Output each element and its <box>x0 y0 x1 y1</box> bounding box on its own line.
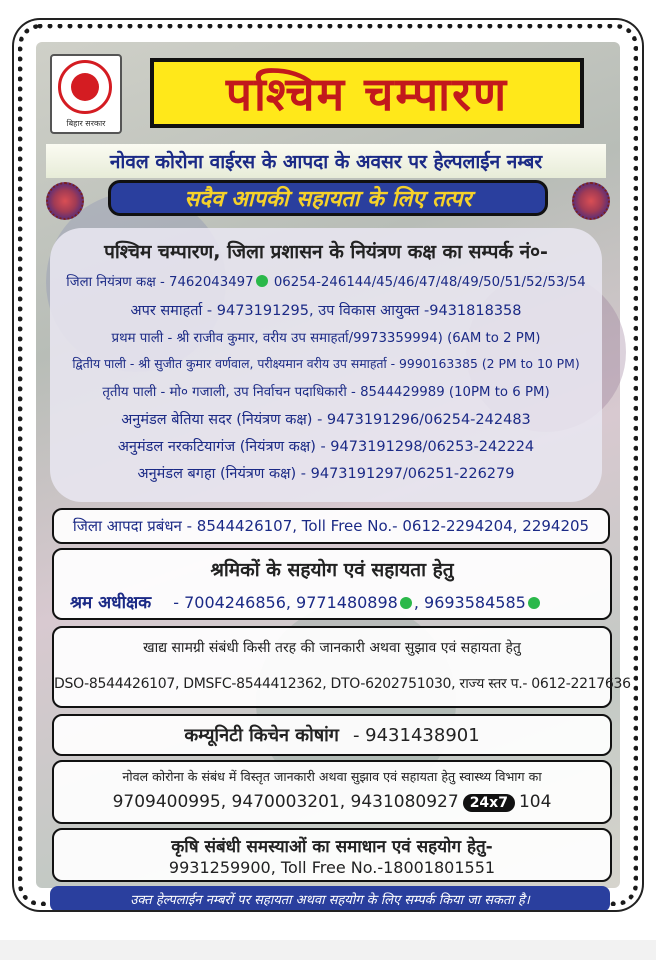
bihar-govt-logo <box>50 54 122 134</box>
footer-note: उक्त हेल्पलाईन नम्बरों पर सहायता अथवा सहयोग के लिए सम्पर्क किया जा सकता है। <box>50 886 610 910</box>
virus-icon <box>46 182 84 220</box>
helpline-heading: नोवल कोरोना वाईरस के आपदा के अवसर पर हेल्पलाईन नम्बर <box>46 144 606 178</box>
control-room-heading: पश्चिम चम्पारण, जिला प्रशासन के नियंत्रण कक्ष का सम्पर्क नं०- <box>104 241 548 263</box>
health-extra-number: 104 <box>518 792 552 812</box>
health-heading: नोवल कोरोना के संबंध में विस्तृत जानकारी अथवा सुझाव एवं सहायता हेतु स्वास्थ्य विभाग का <box>122 769 542 784</box>
control-room-landlines: 06254-246144/45/46/47/48/49/50/51/52/53/54 <box>269 275 586 290</box>
logo-caption: बिहार सरकार <box>66 119 106 128</box>
kitchen-number: - 9431438901 <box>352 724 480 746</box>
control-room-number: जिला नियंत्रण कक्ष - 7462043497 <box>66 275 254 290</box>
agriculture-numbers: 9931259900, Toll Free No.-18001801551 <box>168 858 496 877</box>
community-kitchen-box <box>52 714 612 756</box>
food-supply-box <box>52 626 631 708</box>
food-numbers: DSO-8544426107, DMSFC-8544412362, DTO-6202751030, राज्य स्तर प.- 0612-2217636 <box>54 676 631 692</box>
agriculture-heading: कृषि संबंधी समस्याओं का समाधान एवं सहयोग हेतु- <box>171 837 493 857</box>
whatsapp-icon <box>256 275 268 287</box>
helpline-poster <box>14 20 642 910</box>
emblem-icon <box>58 60 112 114</box>
tagline-row <box>42 180 614 220</box>
control-room-line: अनुमंडल बेतिया सदर (नियंत्रण कक्ष) - 9473191296/06254-242483 <box>121 412 531 428</box>
control-room-line: तृतीय पाली - मो० गजाली, उप निर्वाचन पदाधिकारी - 8544429989 (10PM to 6 PM) <box>102 385 550 400</box>
labour-heading: श्रमिकों के सहयोग एवं सहायता हेतु <box>210 559 454 581</box>
labour-contact <box>70 590 542 613</box>
agriculture-box <box>52 828 612 882</box>
kitchen-label: कम्यूनिटी किचेन कोषांग <box>184 725 339 746</box>
labour-label: श्रम अधीक्षक <box>70 593 152 613</box>
bottom-strip <box>0 940 656 960</box>
health-contact <box>54 792 610 812</box>
control-room-line: अपर समाहर्ता - 9473191295, उप विकास आयुक्त -9431818358 <box>130 303 522 319</box>
disaster-management-box <box>52 508 610 544</box>
whatsapp-icon <box>400 597 412 609</box>
control-room-panel <box>50 228 602 502</box>
title-banner <box>150 58 584 128</box>
whatsapp-icon <box>528 597 540 609</box>
health-numbers: 9709400995, 9470003201, 9431080927 <box>112 792 459 812</box>
labour-numbers: , 9693584585 <box>413 593 526 612</box>
24x7-badge: 24x7 <box>463 794 515 812</box>
tagline: सदैव आपकी सहायता के लिए तत्पर <box>108 180 548 216</box>
control-room-line: अनुमंडल बगहा (नियंत्रण कक्ष) - 9473191297/06251-226279 <box>137 466 515 482</box>
labour-numbers: - 7004246856, 9771480898 <box>173 593 398 612</box>
food-heading: खाद्य सामग्री संबंधी किसी तरह की जानकारी अथवा सुझाव एवं सहायता हेतु <box>143 640 521 656</box>
control-room-line: अनुमंडल नरकटियागंज (नियंत्रण कक्ष) - 9473191298/06253-242224 <box>117 439 535 455</box>
page-title: पश्चिम चम्पारण <box>225 67 509 121</box>
control-room-line: प्रथम पाली - श्री राजीव कुमार, वरीय उप समाहर्ता/9973359994) (6AM to 2 PM) <box>111 331 541 346</box>
disaster-management-text: जिला आपदा प्रबंधन - 8544426107, Toll Free No.- 0612-2294204, 2294205 <box>72 517 590 535</box>
health-box <box>52 760 612 824</box>
control-room-line <box>50 272 602 290</box>
control-room-line: द्वितीय पाली - श्री सुजीत कुमार वर्णवाल, परीक्ष्यमान वरीय उप समाहर्ता - 9990163385 (2 PM to 10 PM) <box>72 356 580 371</box>
virus-icon <box>572 182 610 220</box>
labour-box <box>52 548 612 620</box>
